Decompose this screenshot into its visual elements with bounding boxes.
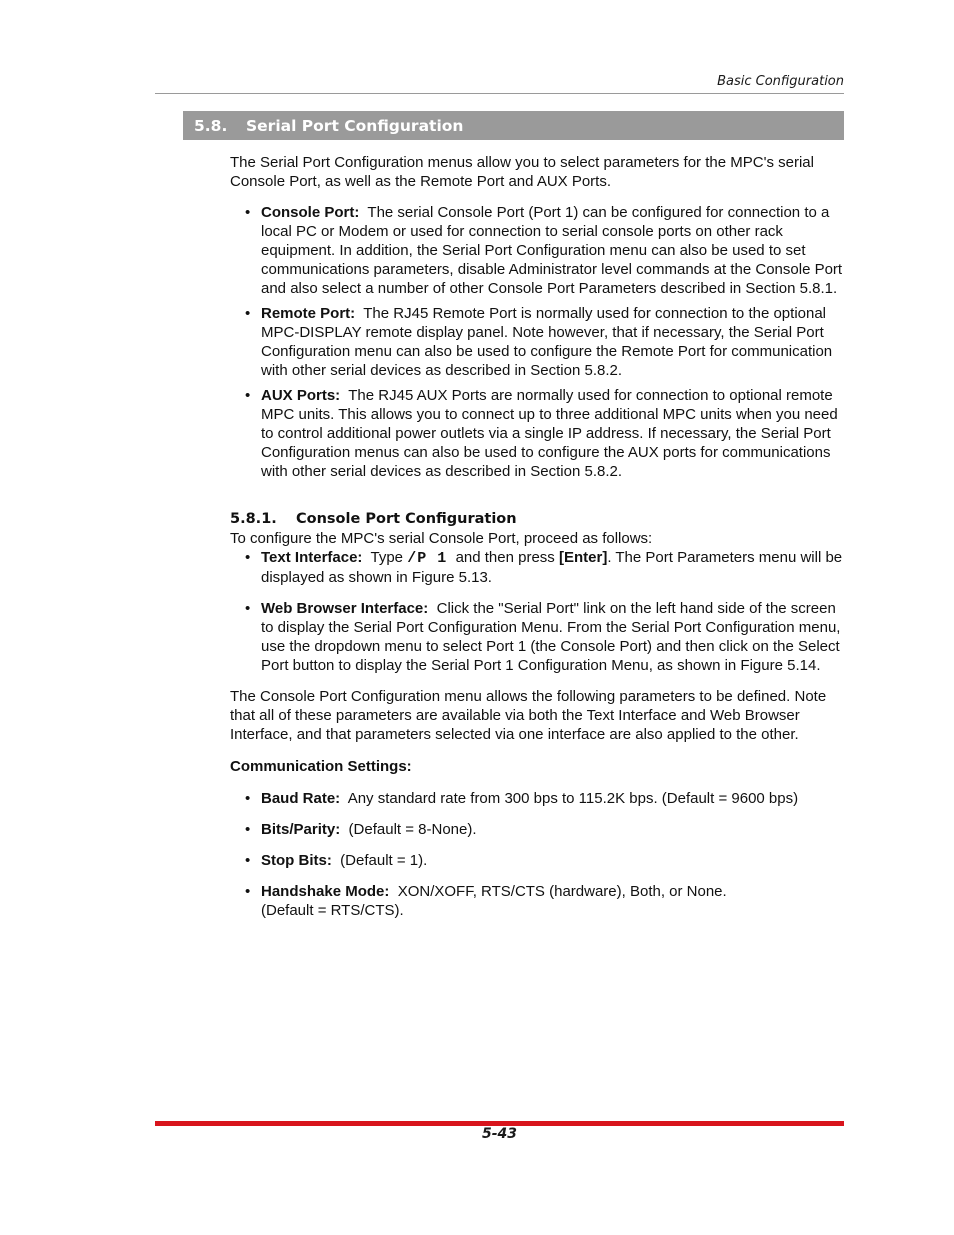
item-text: (Default = 8-None). [348,821,477,838]
list-item-web-interface [230,599,844,675]
list-item-bits-parity [230,820,844,839]
running-header-title: Basic Configuration [717,74,844,89]
port-list [230,203,844,481]
item-text: Click the "Serial Port" link on the left hand side of the screen to display the Serial Port Configuration Menu. From the Serial Port Configuration menu, use the dropdown menu to select Port 1 (the Console Port) and then click on the Select Port button to display the Serial Port 1 Configuration Menu, as shown in Figure 5.14. [261,600,841,674]
subsection-description: The Console Port Configuration menu allows the following parameters to be defined. Note that all of these parameters are available via both the Text Interface and Web Browser Interface, and that parameters selected via one interface are also applied to the other. [230,688,827,743]
term: Remote Port: [261,305,356,322]
item-text: The RJ45 Remote Port is normally used for connection to the optional MPC-DISPLAY remote display panel. Note however, that if necessary, the Serial Port Configuration menu can also be used to configure the Remote Port for communication with other serial devices as described in Section 5.8.2. [261,305,833,379]
item-text: . The Port Parameters menu will be displayed as shown in Figure 5.13. [261,549,843,586]
subsection-number: 5.8.1. [230,511,277,527]
item-text: Type [370,549,404,566]
section-number: 5.8. [194,116,228,135]
command-text: /P 1 [407,550,448,567]
header-rule [155,93,844,94]
item-text: The serial Console Port (Port 1) can be configured for connection to a local PC or Modem or used for connection to serial console ports on other rack equipment. In addition, the Serial Port Configuration menu can also be used to set communications parameters, disable Administrator level commands at the Console Port and also select a number of other Console Port Parameters described in Section 5.8.1. [261,204,843,297]
section-title: Serial Port Configuration [246,116,464,135]
list-item-stop-bits [230,851,844,870]
page-body [230,153,844,920]
term: Handshake Mode: [261,883,390,900]
term: Console Port: [261,204,360,221]
settings-list [230,789,844,920]
page-number: 5-43 [481,1126,518,1142]
item-text: The RJ45 AUX Ports are normally used for connection to optional remote MPC units. This allows you to connect up to three additional MPC units when you need to control additional power outlets via a single IP address. If necessary, the Serial Port Configuration menus can also be used to configure the AUX ports for communications with other serial devices as described in Section 5.8.2. [261,387,838,480]
list-item-handshake-mode [230,882,844,920]
term: AUX Ports: [261,387,341,404]
list-item-console-port [230,203,844,298]
list-item-text-interface [230,548,844,587]
item-text: XON/XOFF, RTS/CTS (hardware), Both, or None. [397,883,727,900]
term: Text Interface: [261,549,363,566]
communication-settings-title: Communication Settings: [230,758,412,775]
term: Web Browser Interface: [261,600,429,617]
subsection-title: Console Port Configuration [296,511,517,527]
list-item-remote-port [230,304,844,380]
key-name: [Enter] [558,549,608,566]
item-text: and then press [455,549,555,566]
item-text: Any standard rate from 300 bps to 115.2K bps. (Default = 9600 bps) [347,790,799,807]
term: Baud Rate: [261,790,341,807]
term: Bits/Parity: [261,821,341,838]
section-intro: The Serial Port Configuration menus allow you to select parameters for the MPC's serial Console Port, as well as the Remote Port and AUX Ports. [230,154,814,190]
item-text-default: (Default = RTS/CTS). [261,902,404,919]
item-text: (Default = 1). [340,852,428,869]
term: Stop Bits: [261,852,332,869]
subsection-heading [230,509,844,529]
interface-list [230,548,844,675]
subsection-intro: To configure the MPC's serial Console Port, proceed as follows: [230,530,653,547]
list-item-baud-rate [230,789,844,808]
section-heading [183,111,844,140]
list-item-aux-ports [230,386,844,481]
